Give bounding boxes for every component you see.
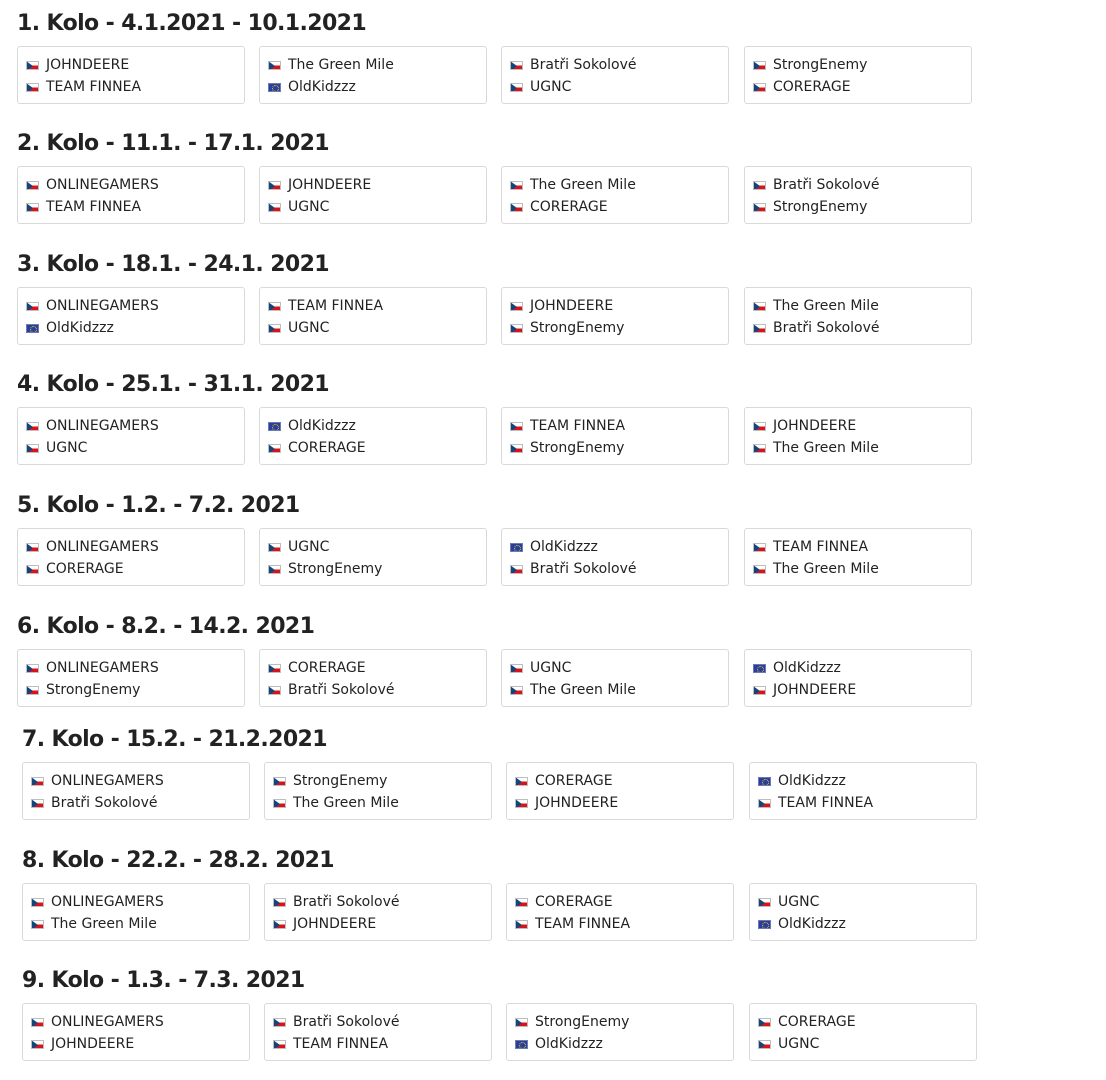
- team-name: StrongEnemy: [535, 1014, 630, 1030]
- czech-flag-icon: [510, 83, 523, 92]
- round-title: 1. Kolo - 4.1.2021 - 10.1.2021: [17, 11, 367, 36]
- team-name: Bratři Sokolové: [293, 894, 400, 910]
- eu-flag-icon: [758, 920, 771, 929]
- home-team[interactable]: [753, 658, 841, 678]
- team-name: The Green Mile: [773, 298, 879, 314]
- home-team[interactable]: [515, 771, 613, 791]
- czech-flag-icon: [26, 61, 39, 70]
- czech-flag-icon: [31, 920, 44, 929]
- away-team[interactable]: [753, 438, 879, 458]
- match-card[interactable]: [501, 287, 729, 345]
- czech-flag-icon: [26, 444, 39, 453]
- team-name: TEAM FINNEA: [773, 539, 869, 555]
- czech-flag-icon: [753, 203, 766, 212]
- czech-flag-icon: [753, 61, 766, 70]
- eu-flag-icon: [753, 664, 766, 673]
- home-team[interactable]: [515, 892, 613, 912]
- team-name: CORERAGE: [535, 894, 613, 910]
- team-name: UGNC: [46, 440, 88, 456]
- eu-flag-icon: [268, 422, 281, 431]
- czech-flag-icon: [268, 444, 281, 453]
- round-9: [22, 966, 1022, 1052]
- eu-flag-icon: [515, 1040, 528, 1049]
- team-name: StrongEnemy: [46, 682, 141, 698]
- eu-flag-icon: [758, 777, 771, 786]
- round-6: [17, 612, 1017, 698]
- czech-flag-icon: [31, 1018, 44, 1027]
- team-name: UGNC: [288, 320, 330, 336]
- match-card[interactable]: [22, 883, 250, 941]
- match-row: [17, 407, 1017, 467]
- round-title: 8. Kolo - 22.2. - 28.2. 2021: [22, 848, 335, 873]
- czech-flag-icon: [510, 203, 523, 212]
- team-name: JOHNDEERE: [773, 418, 857, 434]
- team-name: Bratři Sokolové: [773, 320, 880, 336]
- away-team[interactable]: [753, 680, 856, 700]
- team-name: OldKidzzz: [288, 79, 356, 95]
- match-card[interactable]: [501, 407, 729, 465]
- away-team[interactable]: [753, 559, 879, 579]
- home-team[interactable]: [268, 55, 394, 75]
- round-4: [17, 370, 1017, 456]
- team-name: ONLINEGAMERS: [46, 539, 159, 555]
- match-card[interactable]: [501, 166, 729, 224]
- round-3: [17, 250, 1017, 336]
- team-name: StrongEnemy: [530, 320, 625, 336]
- round-title: 3. Kolo - 18.1. - 24.1. 2021: [17, 252, 330, 277]
- home-team[interactable]: [26, 416, 159, 436]
- czech-flag-icon: [26, 686, 39, 695]
- team-name: UGNC: [530, 79, 572, 95]
- team-name: TEAM FINNEA: [293, 1036, 389, 1052]
- away-team[interactable]: [758, 793, 873, 813]
- away-team[interactable]: [510, 438, 624, 458]
- team-name: ONLINEGAMERS: [51, 1014, 164, 1030]
- away-team[interactable]: [268, 559, 382, 579]
- round-8: [22, 846, 1022, 932]
- team-name: JOHNDEERE: [51, 1036, 135, 1052]
- team-name: UGNC: [288, 199, 330, 215]
- match-card[interactable]: [259, 649, 487, 707]
- match-card[interactable]: [259, 46, 487, 104]
- match-row: [17, 46, 1017, 106]
- home-team[interactable]: [273, 771, 387, 791]
- team-name: ONLINEGAMERS: [46, 418, 159, 434]
- round-title: 9. Kolo - 1.3. - 7.3. 2021: [22, 968, 305, 993]
- away-team[interactable]: [26, 318, 114, 338]
- team-name: CORERAGE: [530, 199, 608, 215]
- czech-flag-icon: [26, 83, 39, 92]
- match-card[interactable]: [259, 166, 487, 224]
- czech-flag-icon: [510, 664, 523, 673]
- czech-flag-icon: [31, 777, 44, 786]
- czech-flag-icon: [515, 920, 528, 929]
- match-card[interactable]: [506, 762, 734, 820]
- home-team[interactable]: [510, 296, 613, 316]
- away-team[interactable]: [268, 197, 329, 217]
- match-row: [22, 762, 1022, 822]
- match-card[interactable]: [506, 1003, 734, 1061]
- team-name: UGNC: [778, 1036, 820, 1052]
- eu-flag-icon: [268, 83, 281, 92]
- match-card[interactable]: [501, 649, 729, 707]
- team-name: The Green Mile: [288, 57, 394, 73]
- czech-flag-icon: [758, 799, 771, 808]
- team-name: CORERAGE: [288, 660, 366, 676]
- round-title: 4. Kolo - 25.1. - 31.1. 2021: [17, 372, 330, 397]
- home-team[interactable]: [268, 416, 356, 436]
- team-name: Bratři Sokolové: [293, 1014, 400, 1030]
- team-name: CORERAGE: [778, 1014, 856, 1030]
- home-team[interactable]: [26, 658, 159, 678]
- czech-flag-icon: [753, 302, 766, 311]
- czech-flag-icon: [753, 83, 766, 92]
- czech-flag-icon: [515, 898, 528, 907]
- czech-flag-icon: [31, 898, 44, 907]
- match-card[interactable]: [749, 1003, 977, 1061]
- round-1: [17, 9, 1017, 95]
- czech-flag-icon: [510, 324, 523, 333]
- team-name: TEAM FINNEA: [288, 298, 384, 314]
- away-team[interactable]: [515, 1034, 603, 1054]
- czech-flag-icon: [26, 181, 39, 190]
- home-team[interactable]: [510, 416, 625, 436]
- team-name: JOHNDEERE: [288, 177, 372, 193]
- away-team[interactable]: [31, 1034, 134, 1054]
- team-name: TEAM FINNEA: [46, 79, 142, 95]
- home-team[interactable]: [31, 771, 164, 791]
- match-card[interactable]: [744, 287, 972, 345]
- round-title: 6. Kolo - 8.2. - 14.2. 2021: [17, 614, 315, 639]
- team-name: CORERAGE: [288, 440, 366, 456]
- away-team[interactable]: [268, 77, 356, 97]
- czech-flag-icon: [26, 422, 39, 431]
- team-name: JOHNDEERE: [773, 682, 857, 698]
- away-team[interactable]: [268, 438, 366, 458]
- round-2: [17, 129, 1017, 215]
- team-name: TEAM FINNEA: [778, 795, 874, 811]
- away-team[interactable]: [510, 318, 624, 338]
- away-team[interactable]: [273, 914, 376, 934]
- match-row: [17, 287, 1017, 347]
- round-title: 2. Kolo - 11.1. - 17.1. 2021: [17, 131, 330, 156]
- czech-flag-icon: [510, 61, 523, 70]
- czech-flag-icon: [273, 1040, 286, 1049]
- czech-flag-icon: [758, 1018, 771, 1027]
- czech-flag-icon: [753, 565, 766, 574]
- match-card[interactable]: [501, 46, 729, 104]
- team-name: ONLINEGAMERS: [46, 177, 159, 193]
- home-team[interactable]: [268, 658, 366, 678]
- czech-flag-icon: [26, 543, 39, 552]
- team-name: UGNC: [530, 660, 572, 676]
- home-team[interactable]: [273, 892, 400, 912]
- czech-flag-icon: [26, 203, 39, 212]
- match-card[interactable]: [259, 407, 487, 465]
- away-team[interactable]: [758, 1034, 819, 1054]
- czech-flag-icon: [268, 664, 281, 673]
- away-team[interactable]: [26, 197, 141, 217]
- round-5: [17, 491, 1017, 577]
- away-team[interactable]: [510, 77, 571, 97]
- czech-flag-icon: [510, 181, 523, 190]
- czech-flag-icon: [273, 777, 286, 786]
- away-team[interactable]: [26, 438, 87, 458]
- away-team[interactable]: [26, 77, 141, 97]
- home-team[interactable]: [515, 1012, 629, 1032]
- home-team[interactable]: [753, 296, 879, 316]
- czech-flag-icon: [510, 565, 523, 574]
- team-name: Bratři Sokolové: [773, 177, 880, 193]
- eu-flag-icon: [510, 543, 523, 552]
- away-team[interactable]: [273, 793, 399, 813]
- czech-flag-icon: [510, 444, 523, 453]
- team-name: OldKidzzz: [288, 418, 356, 434]
- home-team[interactable]: [268, 175, 371, 195]
- round-title: 7. Kolo - 15.2. - 21.2.2021: [22, 727, 327, 752]
- team-name: OldKidzzz: [773, 660, 841, 676]
- team-name: OldKidzzz: [778, 773, 846, 789]
- eu-flag-icon: [26, 324, 39, 333]
- away-team[interactable]: [753, 197, 867, 217]
- home-team[interactable]: [26, 55, 129, 75]
- team-name: Bratři Sokolové: [288, 682, 395, 698]
- czech-flag-icon: [26, 302, 39, 311]
- home-team[interactable]: [268, 537, 329, 557]
- czech-flag-icon: [515, 799, 528, 808]
- czech-flag-icon: [753, 324, 766, 333]
- home-team[interactable]: [753, 537, 868, 557]
- match-row: [22, 1003, 1022, 1063]
- czech-flag-icon: [273, 1018, 286, 1027]
- czech-flag-icon: [753, 422, 766, 431]
- match-row: [17, 649, 1017, 709]
- czech-flag-icon: [26, 664, 39, 673]
- home-team[interactable]: [26, 296, 159, 316]
- away-team[interactable]: [26, 559, 124, 579]
- czech-flag-icon: [753, 444, 766, 453]
- match-row: [22, 883, 1022, 943]
- round-title: 5. Kolo - 1.2. - 7.2. 2021: [17, 493, 300, 518]
- away-team[interactable]: [515, 793, 618, 813]
- home-team[interactable]: [753, 416, 856, 436]
- team-name: The Green Mile: [530, 682, 636, 698]
- home-team[interactable]: [26, 175, 159, 195]
- team-name: Bratři Sokolové: [51, 795, 158, 811]
- round-7: [22, 725, 1022, 811]
- czech-flag-icon: [268, 302, 281, 311]
- home-team[interactable]: [758, 1012, 856, 1032]
- match-card[interactable]: [17, 649, 245, 707]
- team-name: StrongEnemy: [773, 57, 868, 73]
- czech-flag-icon: [31, 799, 44, 808]
- team-name: TEAM FINNEA: [530, 418, 626, 434]
- away-team[interactable]: [26, 680, 140, 700]
- team-name: StrongEnemy: [530, 440, 625, 456]
- team-name: The Green Mile: [530, 177, 636, 193]
- home-team[interactable]: [510, 658, 571, 678]
- home-team[interactable]: [510, 175, 636, 195]
- home-team[interactable]: [31, 1012, 164, 1032]
- team-name: CORERAGE: [773, 79, 851, 95]
- match-card[interactable]: [17, 46, 245, 104]
- czech-flag-icon: [753, 686, 766, 695]
- match-card[interactable]: [259, 287, 487, 345]
- match-card[interactable]: [17, 287, 245, 345]
- czech-flag-icon: [273, 920, 286, 929]
- team-name: TEAM FINNEA: [535, 916, 631, 932]
- team-name: OldKidzzz: [46, 320, 114, 336]
- team-name: The Green Mile: [773, 440, 879, 456]
- czech-flag-icon: [758, 1040, 771, 1049]
- team-name: OldKidzzz: [778, 916, 846, 932]
- away-team[interactable]: [753, 318, 880, 338]
- czech-flag-icon: [268, 565, 281, 574]
- czech-flag-icon: [510, 422, 523, 431]
- away-team[interactable]: [268, 680, 395, 700]
- team-name: StrongEnemy: [288, 561, 383, 577]
- czech-flag-icon: [268, 686, 281, 695]
- team-name: OldKidzzz: [535, 1036, 603, 1052]
- away-team[interactable]: [753, 77, 851, 97]
- czech-flag-icon: [268, 181, 281, 190]
- home-team[interactable]: [758, 892, 819, 912]
- match-card[interactable]: [22, 762, 250, 820]
- away-team[interactable]: [31, 914, 157, 934]
- czech-flag-icon: [26, 565, 39, 574]
- away-team[interactable]: [510, 680, 636, 700]
- team-name: TEAM FINNEA: [46, 199, 142, 215]
- team-name: CORERAGE: [535, 773, 613, 789]
- czech-flag-icon: [515, 777, 528, 786]
- team-name: Bratři Sokolové: [530, 57, 637, 73]
- czech-flag-icon: [753, 181, 766, 190]
- home-team[interactable]: [268, 296, 383, 316]
- czech-flag-icon: [31, 1040, 44, 1049]
- match-card[interactable]: [744, 649, 972, 707]
- away-team[interactable]: [510, 197, 608, 217]
- match-card[interactable]: [744, 166, 972, 224]
- team-name: JOHNDEERE: [293, 916, 377, 932]
- home-team[interactable]: [753, 175, 880, 195]
- czech-flag-icon: [515, 1018, 528, 1027]
- match-card[interactable]: [264, 1003, 492, 1061]
- home-team[interactable]: [510, 537, 598, 557]
- home-team[interactable]: [273, 1012, 400, 1032]
- match-card[interactable]: [501, 528, 729, 586]
- team-name: JOHNDEERE: [535, 795, 619, 811]
- match-row: [17, 166, 1017, 226]
- match-card[interactable]: [17, 407, 245, 465]
- czech-flag-icon: [758, 898, 771, 907]
- match-card[interactable]: [506, 883, 734, 941]
- match-row: [17, 528, 1017, 588]
- away-team[interactable]: [515, 914, 630, 934]
- home-team[interactable]: [758, 771, 846, 791]
- away-team[interactable]: [758, 914, 846, 934]
- match-card[interactable]: [749, 762, 977, 820]
- team-name: StrongEnemy: [773, 199, 868, 215]
- away-team[interactable]: [268, 318, 329, 338]
- match-card[interactable]: [749, 883, 977, 941]
- home-team[interactable]: [26, 537, 159, 557]
- team-name: OldKidzzz: [530, 539, 598, 555]
- team-name: JOHNDEERE: [530, 298, 614, 314]
- away-team[interactable]: [273, 1034, 388, 1054]
- match-card[interactable]: [17, 528, 245, 586]
- czech-flag-icon: [273, 898, 286, 907]
- team-name: The Green Mile: [773, 561, 879, 577]
- match-card[interactable]: [259, 528, 487, 586]
- match-card[interactable]: [744, 46, 972, 104]
- team-name: UGNC: [288, 539, 330, 555]
- away-team[interactable]: [510, 559, 637, 579]
- team-name: The Green Mile: [51, 916, 157, 932]
- match-card[interactable]: [22, 1003, 250, 1061]
- team-name: JOHNDEERE: [46, 57, 130, 73]
- team-name: ONLINEGAMERS: [46, 660, 159, 676]
- home-team[interactable]: [753, 55, 867, 75]
- home-team[interactable]: [31, 892, 164, 912]
- away-team[interactable]: [31, 793, 158, 813]
- czech-flag-icon: [510, 686, 523, 695]
- match-card[interactable]: [264, 762, 492, 820]
- czech-flag-icon: [273, 799, 286, 808]
- match-card[interactable]: [264, 883, 492, 941]
- czech-flag-icon: [268, 543, 281, 552]
- team-name: UGNC: [778, 894, 820, 910]
- match-card[interactable]: [744, 407, 972, 465]
- team-name: ONLINEGAMERS: [51, 894, 164, 910]
- team-name: StrongEnemy: [293, 773, 388, 789]
- team-name: ONLINEGAMERS: [46, 298, 159, 314]
- team-name: CORERAGE: [46, 561, 124, 577]
- team-name: Bratři Sokolové: [530, 561, 637, 577]
- team-name: ONLINEGAMERS: [51, 773, 164, 789]
- czech-flag-icon: [510, 302, 523, 311]
- match-card[interactable]: [17, 166, 245, 224]
- czech-flag-icon: [268, 324, 281, 333]
- czech-flag-icon: [268, 61, 281, 70]
- home-team[interactable]: [510, 55, 637, 75]
- team-name: The Green Mile: [293, 795, 399, 811]
- match-card[interactable]: [744, 528, 972, 586]
- czech-flag-icon: [753, 543, 766, 552]
- czech-flag-icon: [268, 203, 281, 212]
